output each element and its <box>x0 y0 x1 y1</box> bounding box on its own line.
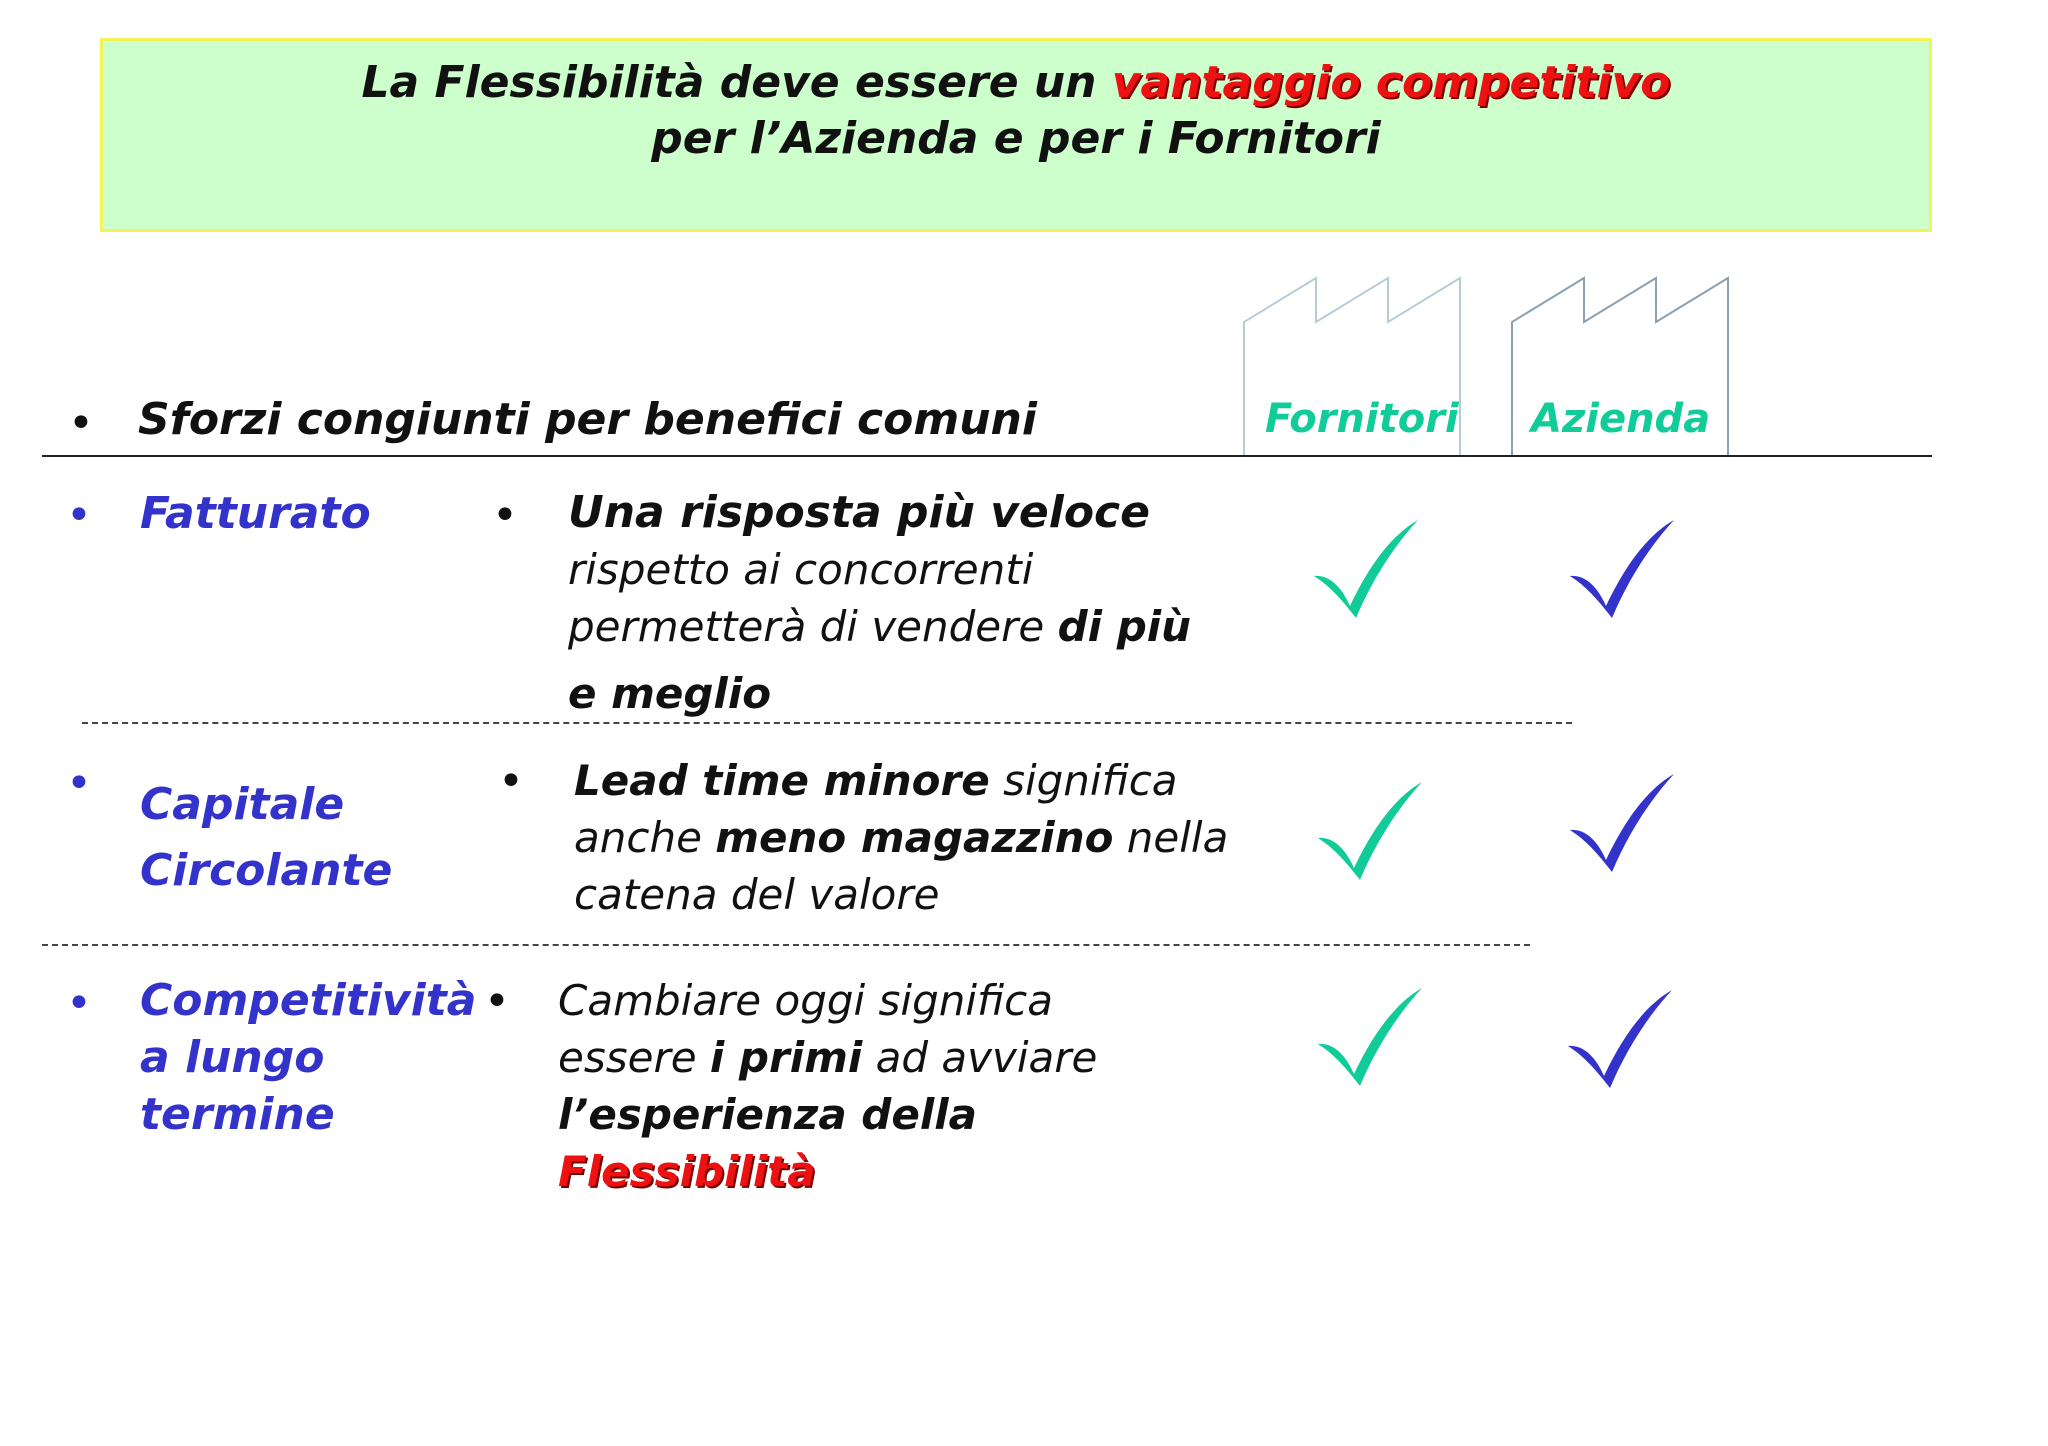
row-divider <box>82 722 1572 724</box>
title-line-1 <box>103 55 1929 111</box>
check-mark-icon <box>1314 776 1426 884</box>
bullet-icon: • <box>66 978 92 1029</box>
title-highlight: vantaggio competitivo <box>1111 57 1671 108</box>
row-label-fatturato: Fatturato <box>140 488 371 539</box>
column-label-azienda: Azienda <box>1531 396 1711 442</box>
headline: Sforzi congiunti per benefici comuni <box>138 394 1037 445</box>
bullet-icon: • <box>66 490 92 541</box>
check-mark-icon <box>1566 768 1678 876</box>
check-mark-icon <box>1564 984 1676 1092</box>
row-label-capitale-circolante: Capitale Circolante <box>140 779 393 896</box>
row-label-competitivita: Competitività a lungo termine <box>140 975 477 1140</box>
check-mark-icon <box>1310 514 1422 622</box>
bullet-icon: • <box>498 756 524 807</box>
row-divider <box>42 944 1530 946</box>
bullet-icon: • <box>68 398 94 449</box>
bullet-icon: • <box>492 490 518 541</box>
column-label-fornitori: Fornitori <box>1265 396 1459 442</box>
title-prefix: La Flessibilità deve essere un <box>361 57 1112 108</box>
header-divider <box>42 455 1932 457</box>
row-text-fatturato: Una risposta più veloce rispetto ai concorrenti permetterà di vendere di più e meglio <box>568 487 1192 718</box>
bullet-icon: • <box>484 976 510 1027</box>
bullet-icon: • <box>66 758 92 809</box>
row-text-capitale-circolante: Lead time minore significa anche meno magazzino nella catena del valore <box>574 756 1229 919</box>
check-mark-icon <box>1314 982 1426 1090</box>
title-box <box>100 38 1932 232</box>
check-mark-icon <box>1566 514 1678 622</box>
row-text-competitivita: Cambiare oggi significa essere i primi ad avviare l’esperienza della Flessibilità <box>558 976 1098 1196</box>
title-line-2: per l’Azienda e per i Fornitori <box>651 113 1381 164</box>
